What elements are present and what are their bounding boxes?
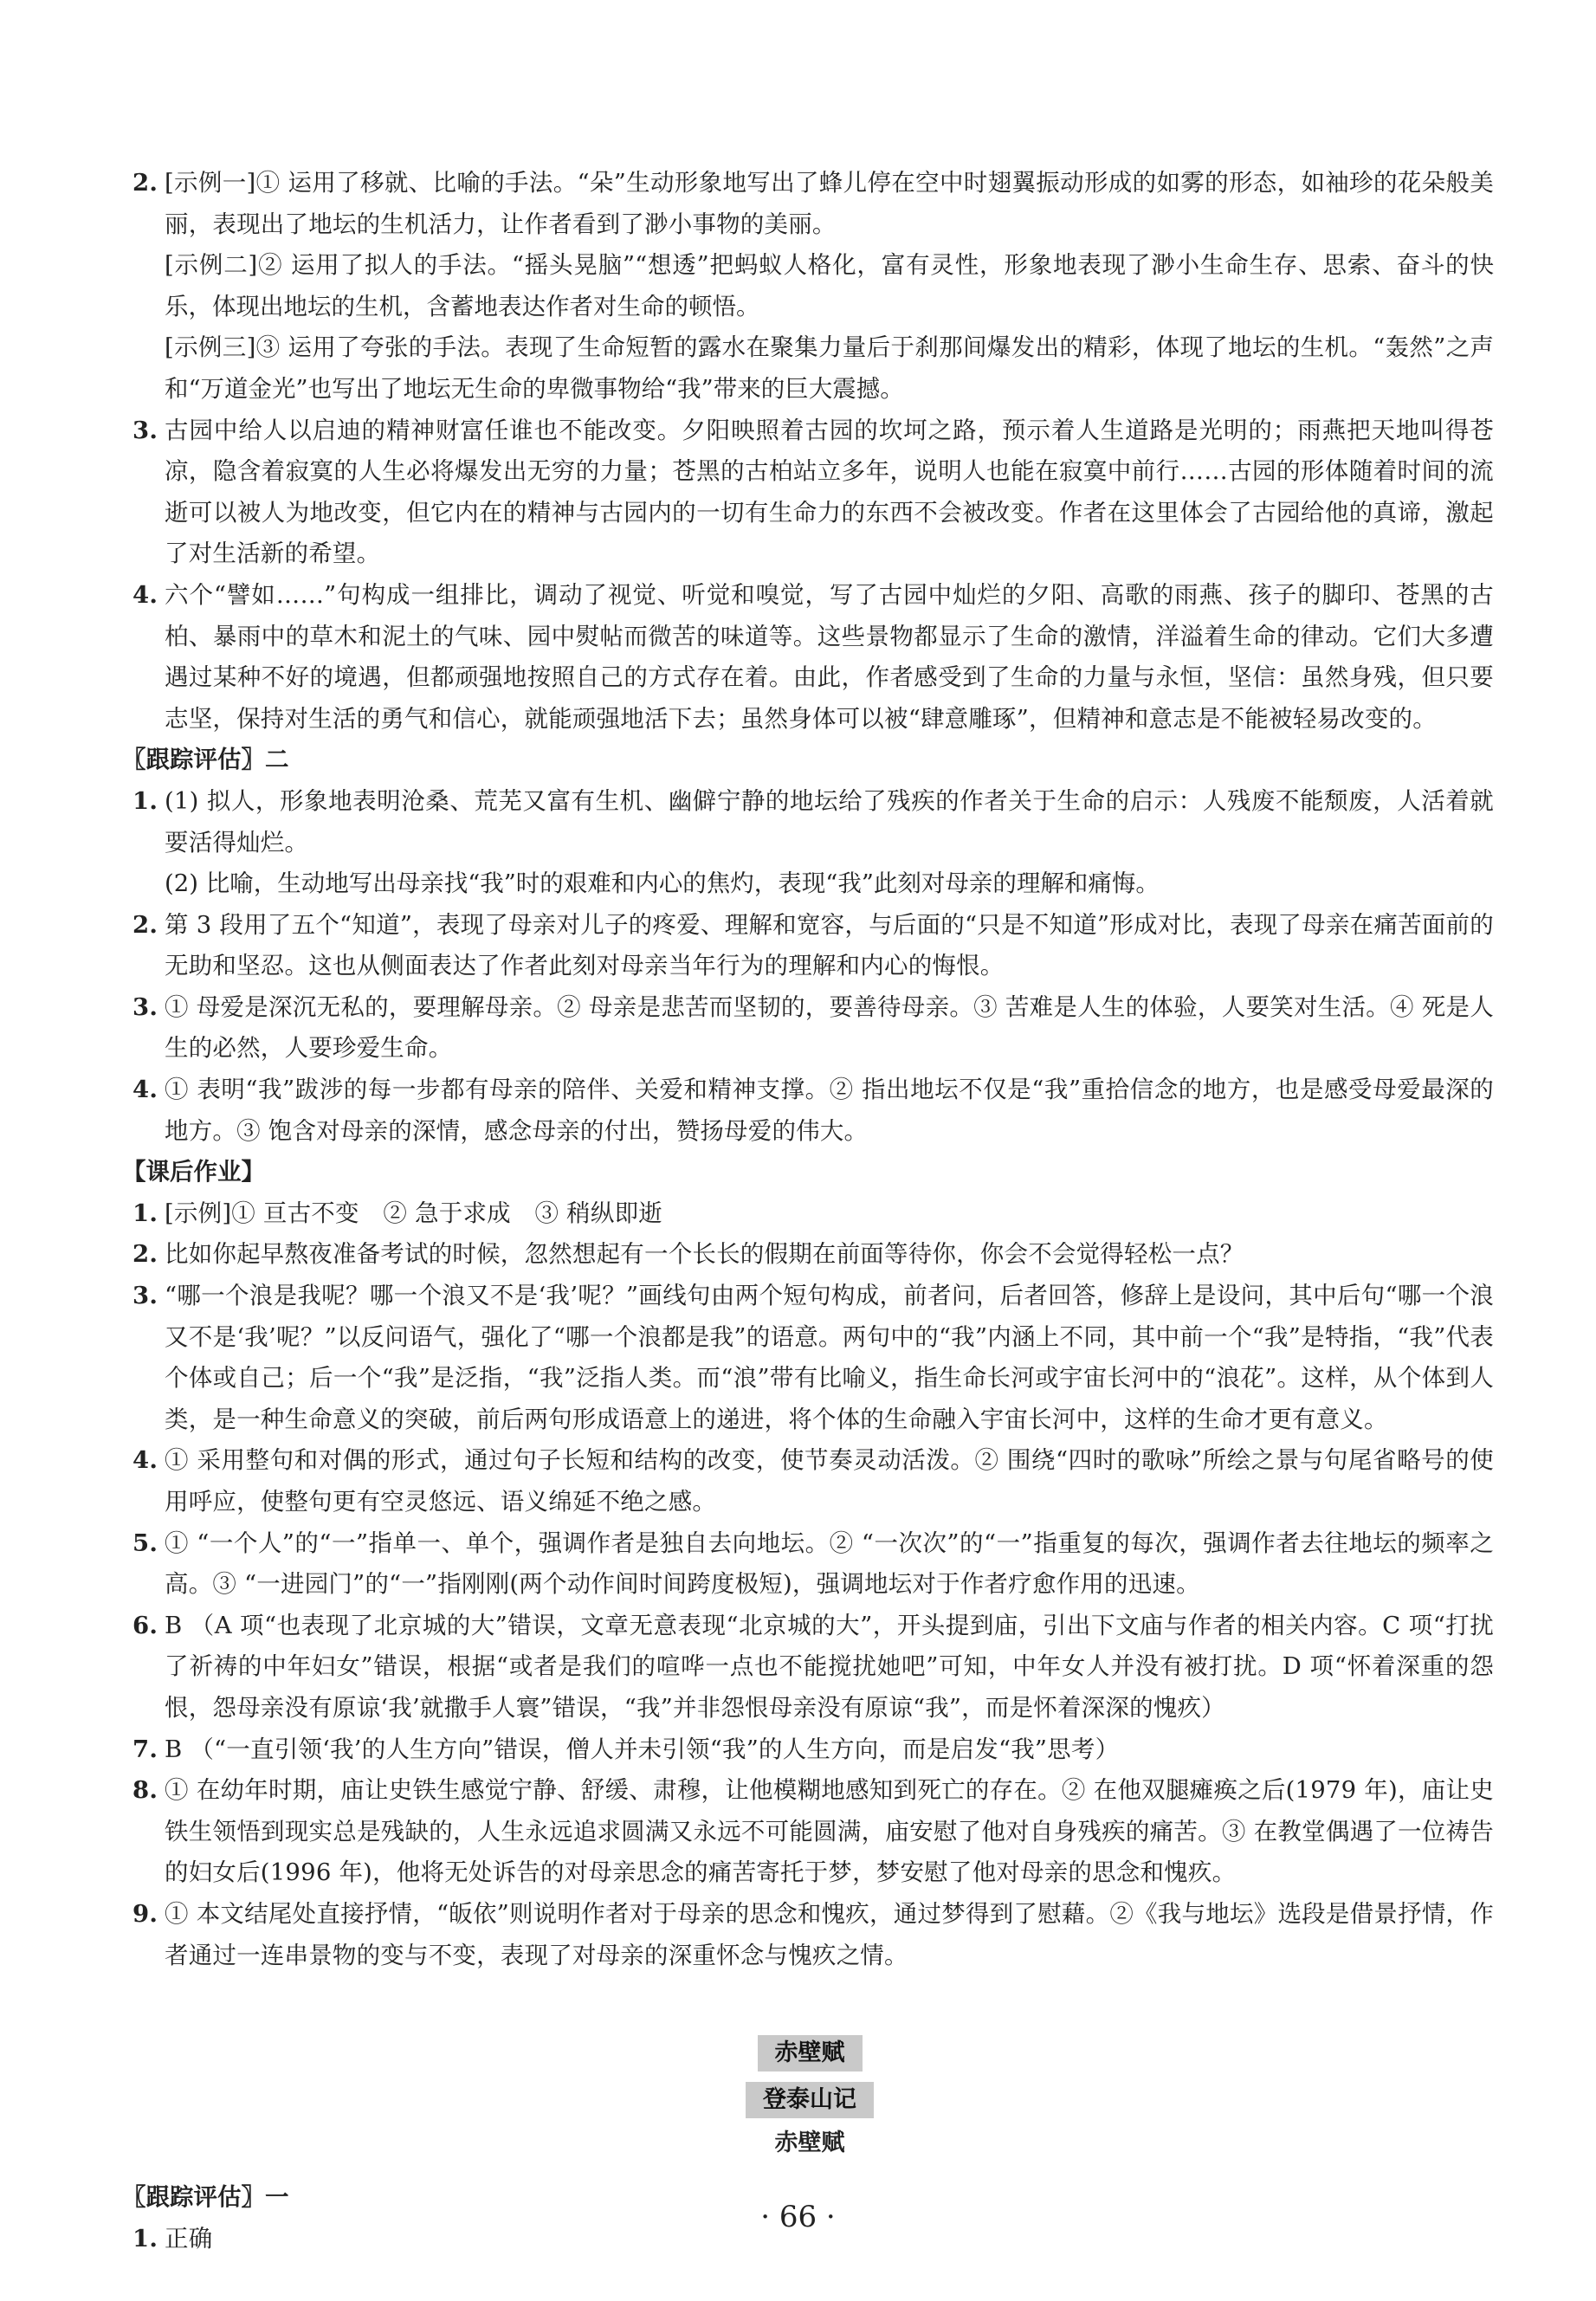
item-text: “哪一个浪是我呢？哪一个浪又不是‘我’呢？”画线句由两个短句构成，前者问，后者回答，修辞上是设问，其中后句“哪一个浪又不是‘我’呢？”以反问语气，强化了“哪一个浪都是我”的语意。两句中的“我”内涵上不同，其中前一个“我”是特指，“我”代表个体或自己；后一个“我”是泛指，“我”泛指人类。而“浪”带有比喻义，指生命长河或宇宙长河中的“浪花”。这样，从个体到人类，是一种生命意义的突破，前后两句形成语意上的递进，将个体的生命融入宇宙长河中，这样的生命才更有意义。	[165, 1282, 1494, 1433]
item-number: 1.	[132, 1199, 158, 1227]
answer-item	[126, 410, 1494, 575]
answer-item	[126, 781, 1494, 863]
item-text: 六个“譬如……”句构成一组排比，调动了视觉、听觉和嗅觉，写了古园中灿烂的夕阳、高歌的雨燕、孩子的脚印、苍黑的古柏、暴雨中的草木和泥土的气味、园中熨帖而微苦的味道等。这些景物都显示了生命的激情，洋溢着生命的律动。它们大多遭遇过某种不好的境遇，但都顽强地按照自己的方式存在着。由此，作者感受到了生命的力量与永恒，坚信：虽然身残，但只要志坚，保持对生活的勇气和信心，就能顽强地活下去；虽然身体可以被“肆意雕琢”，但精神和意志是不能被轻易改变的。	[165, 580, 1494, 733]
answer-item	[126, 1770, 1494, 1894]
item-number: 4.	[132, 1076, 158, 1104]
section-heading-track-1: 〖跟踪评估〗一	[122, 2183, 289, 2212]
answer-item	[126, 1523, 1494, 1606]
answer-item	[126, 1276, 1494, 1440]
item-text: 比如你起早熬夜准备考试的时候，忽然想起有一个长长的假期在前面等待你，你会不会觉得轻松一点？	[165, 1240, 1244, 1269]
answer-item	[126, 163, 1494, 245]
item-number: 2.	[132, 169, 158, 197]
answer-list-a	[126, 163, 1494, 740]
item-text: ① 表明“我”跋涉的每一步都有母亲的陪伴、关爱和精神支撑。② 指出地坛不仅是“我”重拾信念的地方，也是感受母爱最深的地方。③ 饱含对母亲的深情，感念母亲的付出，赞扬母爱的伟大。	[165, 1076, 1494, 1145]
answer-item	[126, 1234, 1494, 1276]
answer-item	[126, 1440, 1494, 1522]
item-text: ① 母爱是深沉无私的，要理解母亲。② 母亲是悲苦而坚韧的，要善待母亲。③ 苦难是人生的体验，人要笑对生活。④ 死是人生的必然，人要珍爱生命。	[165, 992, 1494, 1063]
item-text: 第 3 段用了五个“知道”，表现了母亲对儿子的疼爱、理解和宽容，与后面的“只是不知道”形成对比，表现了母亲在痛苦面前的无助和坚忍。这也从侧面表达了作者此刻对母亲当年行为的理解和内心的悔恨。	[165, 910, 1494, 980]
page-number: · 66 ·	[760, 2200, 836, 2234]
answer-item	[126, 1894, 1494, 1976]
item-text: ① “一个人”的“一”指单一、单个，强调作者是独自去向地坛。② “一次次”的“一”指重复的每次，强调作者去往地坛的频率之高。③ “一进园门”的“一”指刚刚(两个动作间时间跨度极短)，强调地坛对于作者疗愈作用的迅速。	[165, 1529, 1494, 1599]
answer-content	[122, 163, 1494, 2259]
item-text: B （“一直引领‘我’的人生方向”错误，僧人并未引领“我”的人生方向，而是启发“我”思考）	[165, 1735, 1120, 1763]
item-number: 2.	[132, 910, 158, 939]
item-number: 1.	[132, 2224, 158, 2253]
item-text: [示例一]① 运用了移就、比喻的手法。“朵”生动形象地写出了蜂儿停在空中时翅翼振动形成的如雾的形态，如袖珍的花朵般美丽，表现出了地坛的生机活力，让作者看到了渺小事物的美丽。	[165, 169, 1494, 238]
item-number: 4.	[132, 1446, 158, 1475]
item-number: 6.	[132, 1611, 158, 1639]
item-text: B （A 项“也表现了北京城的大”错误，文章无意表现“北京城的大”，开头提到庙，引出下文庙与作者的相关内容。C 项“打扰了祈祷的中年妇女”错误，根据“或者是我们的喧哗一点也不能搅扰她吧”可知，中年女人并没有被打扰。D 项“怀着深重的怨恨，怨母亲没有原谅‘我’就撒手人寰”错误，“我”并非怨恨母亲没有原谅“我”，而是怀着深深的愧疚）	[165, 1611, 1494, 1722]
item-text: 正确	[165, 2224, 213, 2253]
item-text: ① 采用整句和对偶的形式，通过句子长短和结构的改变，使节奏灵动活泼。② 围绕“四时的歌咏”所绘之景与句尾省略号的使用呼应，使整句更有空灵悠远、语义绵延不绝之感。	[165, 1446, 1494, 1516]
answer-subitem: [示例二]② 运用了拟人的手法。“摇头晃脑”“想透”把蚂蚁人格化，富有灵性，形象地表现了渺小生命生存、思索、奋斗的快乐，体现出地坛的生机，含蓄地表达作者对生命的顿悟。	[165, 251, 1494, 320]
item-text: [示例]① 亘古不变 ② 急于求成 ③ 稍纵即逝	[165, 1199, 662, 1227]
answer-item	[126, 575, 1494, 740]
lesson-title-chibifu: 赤壁赋	[774, 2130, 845, 2157]
item-text: ① 在幼年时期，庙让史铁生感觉宁静、舒缓、肃穆，让他模糊地感知到死亡的存在。② 在他双腿瘫痪之后(1979 年)，庙让史铁生领悟到现实总是残缺的，人生永远追求圆满又永远不可能圆满，庙安慰了他对自身残疾的痛苦。③ 在教堂偶遇了一位祷告的妇女后(1996 年)，他将无处诉告的对母亲思念的痛苦寄托于梦，梦安慰了他对母亲的思念和愧疚。	[165, 1776, 1494, 1887]
item-number: 3.	[132, 416, 158, 444]
answer-item	[126, 987, 1494, 1070]
answer-item	[126, 1193, 1494, 1235]
lesson-tag-chibifu: 赤壁赋	[758, 2035, 863, 2072]
item-number: 5.	[132, 1529, 158, 1557]
item-number: 9.	[132, 1899, 158, 1928]
item-text: ① 本文结尾处直接抒情，“皈依”则说明作者对于母亲的思念和愧疚，通过梦得到了慰藉。②《我与地坛》选段是借景抒情，作者通过一连串景物的变与不变，表现了对母亲的深重怀念与愧疚之情。	[165, 1899, 1494, 1969]
item-number: 4.	[132, 580, 158, 609]
section-heading-track-2: 〖跟踪评估〗二	[122, 746, 289, 774]
answer-list-b	[126, 781, 1494, 1152]
item-text: (1) 拟人，形象地表明沧桑、荒芜又富有生机、幽僻宁静的地坛给了残疾的作者关于生命的启示：人残废不能颓废，人活着就要活得灿烂。	[165, 786, 1494, 856]
lesson-titles	[126, 2030, 1494, 2160]
answer-list-c	[126, 1193, 1494, 1976]
lesson-tag-dengtaishan: 登泰山记	[746, 2082, 874, 2118]
item-number: 2.	[132, 1240, 158, 1269]
item-number: 3.	[132, 1282, 158, 1310]
answer-item	[126, 1070, 1494, 1152]
item-number: 7.	[132, 1735, 158, 1763]
answer-item	[126, 1729, 1494, 1771]
item-number: 8.	[132, 1776, 158, 1805]
answer-item	[126, 1606, 1494, 1729]
item-number: 1.	[132, 786, 158, 815]
answer-subitem: [示例三]③ 运用了夸张的手法。表现了生命短暂的露水在聚集力量后于刹那间爆发出的精彩，体现了地坛的生机。“轰然”之声和“万道金光”也写出了地坛无生命的卑微事物给“我”带来的巨大震撼。	[165, 333, 1494, 403]
answer-subitem: (2) 比喻，生动地写出母亲找“我”时的艰难和内心的焦灼，表现“我”此刻对母亲的理解和痛悔。	[165, 869, 1160, 898]
item-number: 3.	[132, 992, 158, 1021]
section-heading-homework: 【课后作业】	[122, 1158, 265, 1186]
answer-item	[126, 905, 1494, 987]
item-text: 古园中给人以启迪的精神财富任谁也不能改变。夕阳映照着古园的坎坷之路，预示着人生道路是光明的；雨燕把天地叫得苍凉，隐含着寂寞的人生必将爆发出无穷的力量；苍黑的古柏站立多年，说明人也能在寂寞中前行……古园的形体随着时间的流逝可以被人为地改变，但它内在的精神与古园内的一切有生命力的东西不会被改变。作者在这里体会了古园给他的真谛，激起了对生活新的希望。	[165, 416, 1494, 568]
